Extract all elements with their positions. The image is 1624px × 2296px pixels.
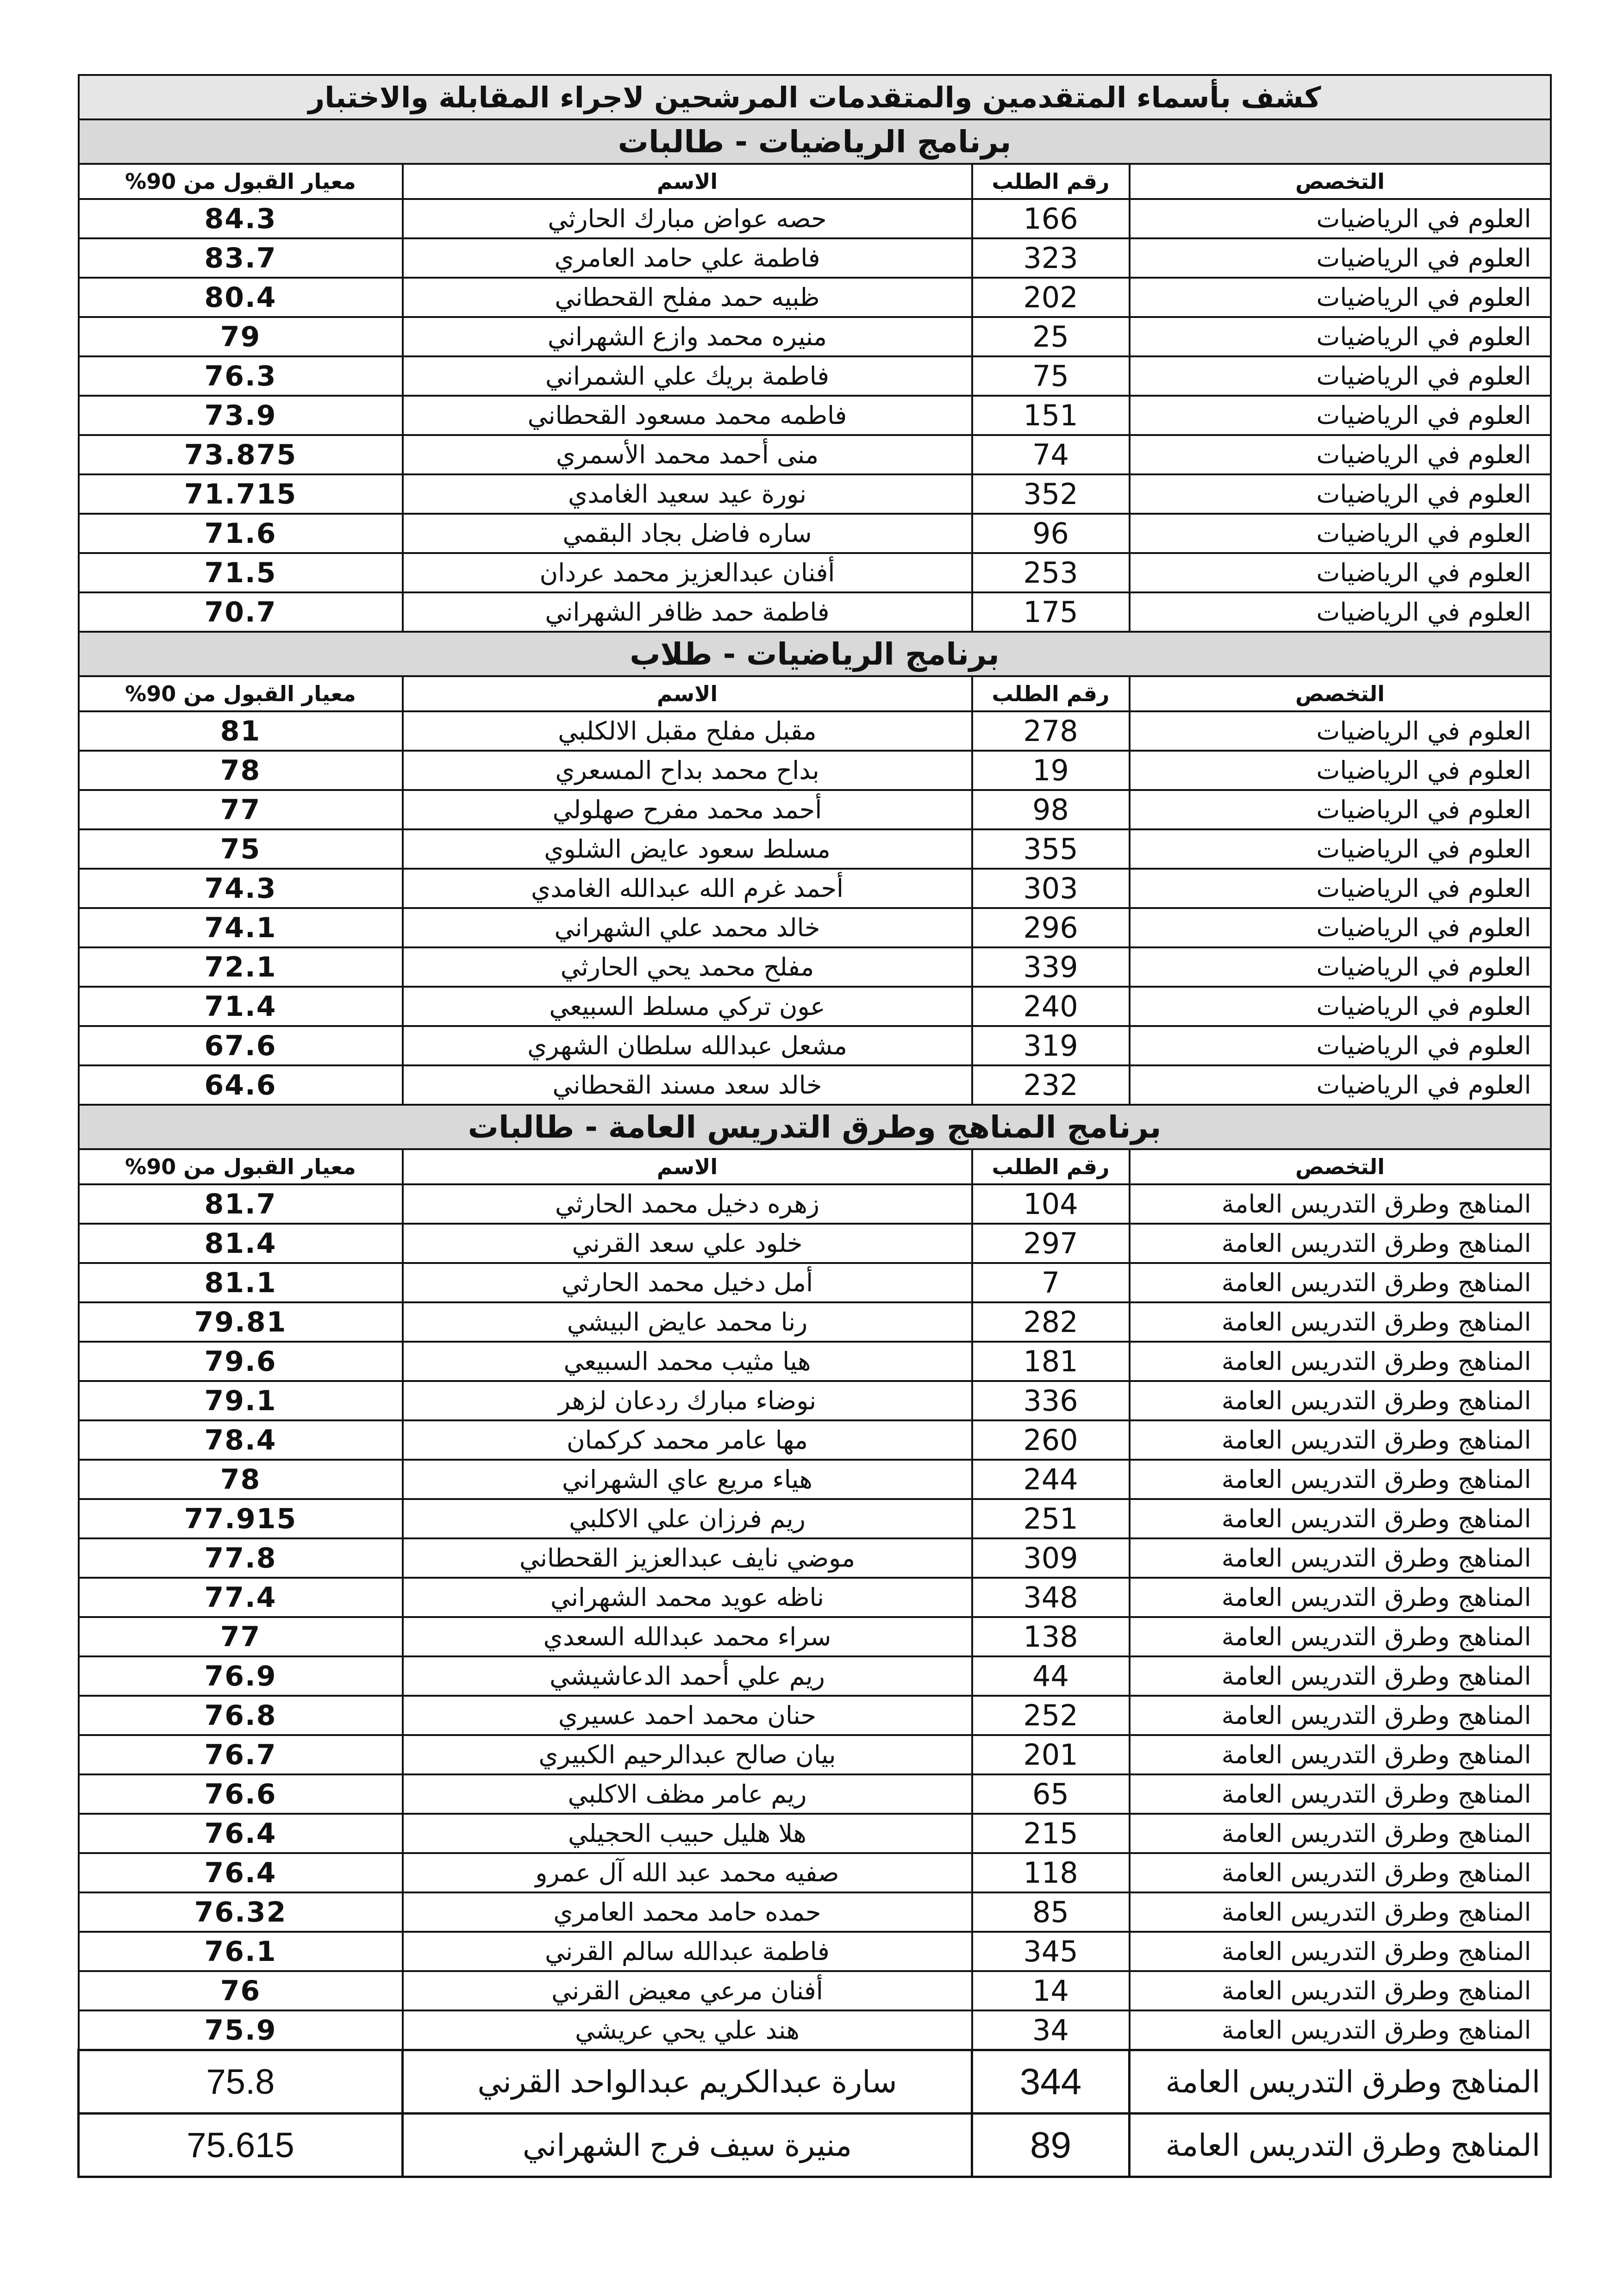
specialty-cell: العلوم في الرياضيات	[1130, 553, 1551, 592]
specialty-cell: العلوم في الرياضيات	[1130, 1065, 1551, 1105]
score-cell: 84.3	[79, 199, 403, 238]
name-cell: مها عامر محمد كركمان	[403, 1420, 972, 1460]
table-row	[79, 1420, 1551, 1460]
specialty-cell: المناهج وطرق التدريس العامة	[1130, 1184, 1551, 1224]
table-row	[79, 1853, 1551, 1892]
name-cell: نورة عيد سعيد الغامدي	[403, 474, 972, 514]
table-row	[79, 1735, 1551, 1774]
table-row	[79, 987, 1551, 1026]
application-number-cell: 85	[972, 1892, 1130, 1932]
score-cell: 78	[79, 751, 403, 790]
name-cell: مفلح محمد يحي الحارثي	[403, 947, 972, 987]
application-number-cell: 75	[972, 356, 1130, 396]
score-cell: 76.9	[79, 1656, 403, 1696]
table-row	[79, 199, 1551, 238]
table-row	[79, 1932, 1551, 1971]
application-number-cell: 181	[972, 1342, 1130, 1381]
table-row	[79, 1892, 1551, 1932]
application-number-cell: 74	[972, 435, 1130, 474]
application-number-cell: 282	[972, 1302, 1130, 1342]
score-cell: 77.4	[79, 1578, 403, 1617]
score-cell: 80.4	[79, 278, 403, 317]
specialty-cell: العلوم في الرياضيات	[1130, 278, 1551, 317]
specialty-cell: العلوم في الرياضيات	[1130, 1026, 1551, 1065]
name-cell: بداح محمد بداح المسعري	[403, 751, 972, 790]
column-header-row	[79, 676, 1551, 711]
table-row	[79, 1263, 1551, 1302]
section-title-row	[79, 632, 1551, 676]
table-row	[79, 1774, 1551, 1814]
score-cell: 76.3	[79, 356, 403, 396]
application-number-cell: 355	[972, 829, 1130, 869]
name-cell: مشعل عبدالله سلطان الشهري	[403, 1026, 972, 1065]
table-row	[79, 238, 1551, 278]
application-number-cell: 253	[972, 553, 1130, 592]
specialty-cell: المناهج وطرق التدريس العامة	[1130, 1814, 1551, 1853]
specialty-cell: العلوم في الرياضيات	[1130, 829, 1551, 869]
score-column-header: معيار القبول من 90%	[79, 164, 403, 199]
application-number-cell: 297	[972, 1224, 1130, 1263]
name-cell: موضي نايف عبدالعزيز القحطاني	[403, 1538, 972, 1578]
table-row	[79, 1224, 1551, 1263]
score-cell: 78.4	[79, 1420, 403, 1460]
application-number-cell: 336	[972, 1381, 1130, 1420]
specialty-cell: العلوم في الرياضيات	[1130, 987, 1551, 1026]
application-number-cell: 303	[972, 869, 1130, 908]
specialty-cell: المناهج وطرق التدريس العامة	[1130, 1499, 1551, 1538]
specialty-cell: المناهج وطرق التدريس العامة	[1130, 1892, 1551, 1932]
table-row	[79, 1696, 1551, 1735]
score-cell: 76.1	[79, 1932, 403, 1971]
specialty-column-header: التخصص	[1130, 1149, 1551, 1184]
specialty-cell: العلوم في الرياضيات	[1130, 947, 1551, 987]
name-cell: فاطمة بريك علي الشمراني	[403, 356, 972, 396]
specialty-cell: المناهج وطرق التدريس العامة	[1130, 2010, 1551, 2050]
specialty-cell: المناهج وطرق التدريس العامة	[1130, 1342, 1551, 1381]
score-cell: 76.6	[79, 1774, 403, 1814]
application-number-cell: 339	[972, 947, 1130, 987]
score-cell: 79.1	[79, 1381, 403, 1420]
name-cell: منيره محمد وازع الشهراني	[403, 317, 972, 356]
application-number-cell: 14	[972, 1971, 1130, 2010]
name-cell: أحمد محمد مفرح صهلولي	[403, 790, 972, 829]
specialty-cell: العلوم في الرياضيات	[1130, 474, 1551, 514]
specialty-cell: المناهج وطرق التدريس العامة	[1130, 1853, 1551, 1892]
section-title: برنامج الرياضيات - طلاب	[79, 632, 1551, 676]
name-column-header: الاسم	[403, 164, 972, 199]
score-cell: 71.5	[79, 553, 403, 592]
score-cell: 73.875	[79, 435, 403, 474]
table-row	[79, 356, 1551, 396]
name-cell: ظبيه حمد مفلح القحطاني	[403, 278, 972, 317]
name-cell: أفنان عبدالعزيز محمد عردان	[403, 553, 972, 592]
score-cell: 74.1	[79, 908, 403, 947]
name-cell: فاطمة علي حامد العامري	[403, 238, 972, 278]
specialty-cell: العلوم في الرياضيات	[1130, 869, 1551, 908]
score-cell: 81.4	[79, 1224, 403, 1263]
application-number-cell: 44	[972, 1656, 1130, 1696]
specialty-cell: العلوم في الرياضيات	[1130, 199, 1551, 238]
application-number-cell: 244	[972, 1460, 1130, 1499]
application-number-cell: 348	[972, 1578, 1130, 1617]
name-cell: أحمد غرم الله عبدالله الغامدي	[403, 869, 972, 908]
application-number-cell: 19	[972, 751, 1130, 790]
table-row-added	[79, 2050, 1551, 2114]
application-number-cell: 175	[972, 592, 1130, 632]
application-number-cell: 96	[972, 514, 1130, 553]
specialty-cell: العلوم في الرياضيات	[1130, 790, 1551, 829]
column-header-row	[79, 164, 1551, 199]
name-column-header: الاسم	[403, 1149, 972, 1184]
application-number-cell: 252	[972, 1696, 1130, 1735]
table-row	[79, 1971, 1551, 2010]
specialty-column-header: التخصص	[1130, 164, 1551, 199]
number-column-header: رقم الطلب	[972, 676, 1130, 711]
specialty-cell: المناهج وطرق التدريس العامة	[1130, 1971, 1551, 2010]
specialty-cell: المناهج وطرق التدريس العامة	[1130, 1696, 1551, 1735]
score-cell: 81	[79, 711, 403, 751]
table-row	[79, 396, 1551, 435]
table-row	[79, 1460, 1551, 1499]
score-cell: 76.4	[79, 1814, 403, 1853]
specialty-cell: المناهج وطرق التدريس العامة	[1130, 1578, 1551, 1617]
application-number-cell: 251	[972, 1499, 1130, 1538]
application-number-cell: 352	[972, 474, 1130, 514]
score-cell: 76.8	[79, 1696, 403, 1735]
application-number-cell: 25	[972, 317, 1130, 356]
name-cell: مقبل مفلح مقبل الالكلبي	[403, 711, 972, 751]
name-cell: أفنان مرعي معيض القرني	[403, 1971, 972, 2010]
application-number-cell: 118	[972, 1853, 1130, 1892]
name-column-header: الاسم	[403, 676, 972, 711]
score-cell: 83.7	[79, 238, 403, 278]
specialty-cell: المناهج وطرق التدريس العامة	[1130, 1932, 1551, 1971]
specialty-cell: العلوم في الرياضيات	[1130, 435, 1551, 474]
name-cell: صفيه محمد عبد الله آل عمرو	[403, 1853, 972, 1892]
specialty-cell: المناهج وطرق التدريس العامة	[1130, 1224, 1551, 1263]
name-cell: ريم عامر مظف الاكلبي	[403, 1774, 972, 1814]
table-row	[79, 1342, 1551, 1381]
application-number-cell: 104	[972, 1184, 1130, 1224]
application-number-cell: 215	[972, 1814, 1130, 1853]
application-number-cell: 344	[972, 2050, 1130, 2114]
name-cell: خلود علي سعد القرني	[403, 1224, 972, 1263]
score-cell: 67.6	[79, 1026, 403, 1065]
specialty-cell: المناهج وطرق التدريس العامة	[1130, 1420, 1551, 1460]
name-cell: سارة عبدالكريم عبدالواحد القرني	[403, 2050, 972, 2114]
specialty-cell: المناهج وطرق التدريس العامة	[1130, 2114, 1551, 2177]
application-number-cell: 98	[972, 790, 1130, 829]
name-cell: حصه عواض مبارك الحارثي	[403, 199, 972, 238]
name-cell: سراء محمد عبدالله السعدي	[403, 1617, 972, 1656]
name-cell: عون تركي مسلط السبيعي	[403, 987, 972, 1026]
score-column-header: معيار القبول من 90%	[79, 676, 403, 711]
table-row	[79, 1184, 1551, 1224]
table-row	[79, 1617, 1551, 1656]
application-number-cell: 323	[972, 238, 1130, 278]
table-row	[79, 1578, 1551, 1617]
table-row	[79, 908, 1551, 947]
candidates-table	[77, 74, 1552, 2178]
specialty-cell: العلوم في الرياضيات	[1130, 317, 1551, 356]
section-title-row	[79, 119, 1551, 164]
specialty-cell: العلوم في الرياضيات	[1130, 592, 1551, 632]
candidates-table-body	[79, 75, 1551, 2177]
application-number-cell: 260	[972, 1420, 1130, 1460]
name-cell: زهره دخيل محمد الحارثي	[403, 1184, 972, 1224]
name-cell: ساره فاضل بجاد البقمي	[403, 514, 972, 553]
name-cell: رنا محمد عايض البيشي	[403, 1302, 972, 1342]
score-cell: 73.9	[79, 396, 403, 435]
score-cell: 79.81	[79, 1302, 403, 1342]
table-row	[79, 317, 1551, 356]
specialty-cell: المناهج وطرق التدريس العامة	[1130, 1538, 1551, 1578]
name-cell: هيا مثيب محمد السبيعي	[403, 1342, 972, 1381]
score-cell: 71.4	[79, 987, 403, 1026]
table-row	[79, 1538, 1551, 1578]
table-row	[79, 553, 1551, 592]
application-number-cell: 278	[972, 711, 1130, 751]
table-row	[79, 1065, 1551, 1105]
name-cell: حنان محمد احمد عسيري	[403, 1696, 972, 1735]
name-cell: منى أحمد محمد الأسمري	[403, 435, 972, 474]
name-cell: فاطمة عبدالله سالم القرني	[403, 1932, 972, 1971]
application-number-cell: 138	[972, 1617, 1130, 1656]
score-cell: 64.6	[79, 1065, 403, 1105]
score-cell: 71.6	[79, 514, 403, 553]
table-row	[79, 514, 1551, 553]
table-row	[79, 1381, 1551, 1420]
name-cell: حمده حامد محمد العامري	[403, 1892, 972, 1932]
specialty-cell: العلوم في الرياضيات	[1130, 514, 1551, 553]
score-cell: 72.1	[79, 947, 403, 987]
section-title: برنامج المناهج وطرق التدريس العامة - طالبات	[79, 1105, 1551, 1149]
candidates-document	[77, 74, 1549, 2178]
specialty-cell: المناهج وطرق التدريس العامة	[1130, 2050, 1551, 2114]
specialty-cell: العلوم في الرياضيات	[1130, 396, 1551, 435]
application-number-cell: 7	[972, 1263, 1130, 1302]
table-row	[79, 829, 1551, 869]
specialty-cell: العلوم في الرياضيات	[1130, 711, 1551, 751]
name-cell: فاطمه محمد مسعود القحطاني	[403, 396, 972, 435]
score-cell: 81.1	[79, 1263, 403, 1302]
application-number-cell: 309	[972, 1538, 1130, 1578]
table-row	[79, 474, 1551, 514]
table-row	[79, 947, 1551, 987]
score-cell: 79.6	[79, 1342, 403, 1381]
application-number-cell: 296	[972, 908, 1130, 947]
number-column-header: رقم الطلب	[972, 1149, 1130, 1184]
specialty-cell: المناهج وطرق التدريس العامة	[1130, 1774, 1551, 1814]
table-row	[79, 1814, 1551, 1853]
specialty-cell: المناهج وطرق التدريس العامة	[1130, 1263, 1551, 1302]
specialty-cell: المناهج وطرق التدريس العامة	[1130, 1617, 1551, 1656]
specialty-cell: العلوم في الرياضيات	[1130, 751, 1551, 790]
document-title: كشف بأسماء المتقدمين والمتقدمات المرشحين لاجراء المقابلة والاختبار	[79, 75, 1551, 119]
name-cell: منيرة سيف فرج الشهراني	[403, 2114, 972, 2177]
score-cell: 77	[79, 1617, 403, 1656]
name-cell: ناظه عويد محمد الشهراني	[403, 1578, 972, 1617]
name-cell: مسلط سعود عايض الشلوي	[403, 829, 972, 869]
table-row	[79, 1656, 1551, 1696]
application-number-cell: 201	[972, 1735, 1130, 1774]
score-cell: 74.3	[79, 869, 403, 908]
name-cell: خالد سعد مسند القحطاني	[403, 1065, 972, 1105]
table-row	[79, 1026, 1551, 1065]
name-cell: بيان صالح عبدالرحيم الكبيري	[403, 1735, 972, 1774]
score-cell: 79	[79, 317, 403, 356]
name-cell: هند علي يحي عريشي	[403, 2010, 972, 2050]
name-cell: ريم علي أحمد الدعاشيشي	[403, 1656, 972, 1696]
specialty-cell: العلوم في الرياضيات	[1130, 908, 1551, 947]
application-number-cell: 34	[972, 2010, 1130, 2050]
table-row-added	[79, 2114, 1551, 2177]
specialty-cell: المناهج وطرق التدريس العامة	[1130, 1735, 1551, 1774]
application-number-cell: 345	[972, 1932, 1130, 1971]
name-cell: نوضاء مبارك ردعان لزهر	[403, 1381, 972, 1420]
application-number-cell: 319	[972, 1026, 1130, 1065]
table-row	[79, 435, 1551, 474]
table-row	[79, 711, 1551, 751]
score-cell: 77.8	[79, 1538, 403, 1578]
score-cell: 77	[79, 790, 403, 829]
table-row	[79, 869, 1551, 908]
specialty-cell: المناهج وطرق التدريس العامة	[1130, 1381, 1551, 1420]
application-number-cell: 232	[972, 1065, 1130, 1105]
number-column-header: رقم الطلب	[972, 164, 1130, 199]
document-title-row	[79, 75, 1551, 119]
application-number-cell: 65	[972, 1774, 1130, 1814]
score-cell: 77.915	[79, 1499, 403, 1538]
score-cell: 75.615	[79, 2114, 403, 2177]
score-cell: 76	[79, 1971, 403, 2010]
score-cell: 75	[79, 829, 403, 869]
table-row	[79, 1302, 1551, 1342]
score-cell: 75.8	[79, 2050, 403, 2114]
column-header-row	[79, 1149, 1551, 1184]
score-cell: 70.7	[79, 592, 403, 632]
application-number-cell: 240	[972, 987, 1130, 1026]
name-cell: أمل دخيل محمد الحارثي	[403, 1263, 972, 1302]
score-cell: 71.715	[79, 474, 403, 514]
table-row	[79, 751, 1551, 790]
score-cell: 78	[79, 1460, 403, 1499]
table-row	[79, 790, 1551, 829]
score-cell: 75.9	[79, 2010, 403, 2050]
specialty-column-header: التخصص	[1130, 676, 1551, 711]
table-row	[79, 592, 1551, 632]
score-cell: 81.7	[79, 1184, 403, 1224]
name-cell: فاطمة حمد ظافر الشهراني	[403, 592, 972, 632]
name-cell: هلا هليل حبيب الحجيلي	[403, 1814, 972, 1853]
score-cell: 76.32	[79, 1892, 403, 1932]
specialty-cell: العلوم في الرياضيات	[1130, 356, 1551, 396]
application-number-cell: 166	[972, 199, 1130, 238]
name-cell: ريم فرزان علي الاكلبي	[403, 1499, 972, 1538]
score-cell: 76.7	[79, 1735, 403, 1774]
specialty-cell: المناهج وطرق التدريس العامة	[1130, 1656, 1551, 1696]
application-number-cell: 151	[972, 396, 1130, 435]
section-title-row	[79, 1105, 1551, 1149]
table-row	[79, 2010, 1551, 2050]
specialty-cell: العلوم في الرياضيات	[1130, 238, 1551, 278]
table-row	[79, 278, 1551, 317]
score-cell: 76.4	[79, 1853, 403, 1892]
application-number-cell: 202	[972, 278, 1130, 317]
table-row	[79, 1499, 1551, 1538]
section-title: برنامج الرياضيات - طالبات	[79, 119, 1551, 164]
specialty-cell: المناهج وطرق التدريس العامة	[1130, 1302, 1551, 1342]
application-number-cell: 89	[972, 2114, 1130, 2177]
specialty-cell: المناهج وطرق التدريس العامة	[1130, 1460, 1551, 1499]
name-cell: خالد محمد علي الشهراني	[403, 908, 972, 947]
name-cell: هياء مريع عاي الشهراني	[403, 1460, 972, 1499]
score-column-header: معيار القبول من 90%	[79, 1149, 403, 1184]
